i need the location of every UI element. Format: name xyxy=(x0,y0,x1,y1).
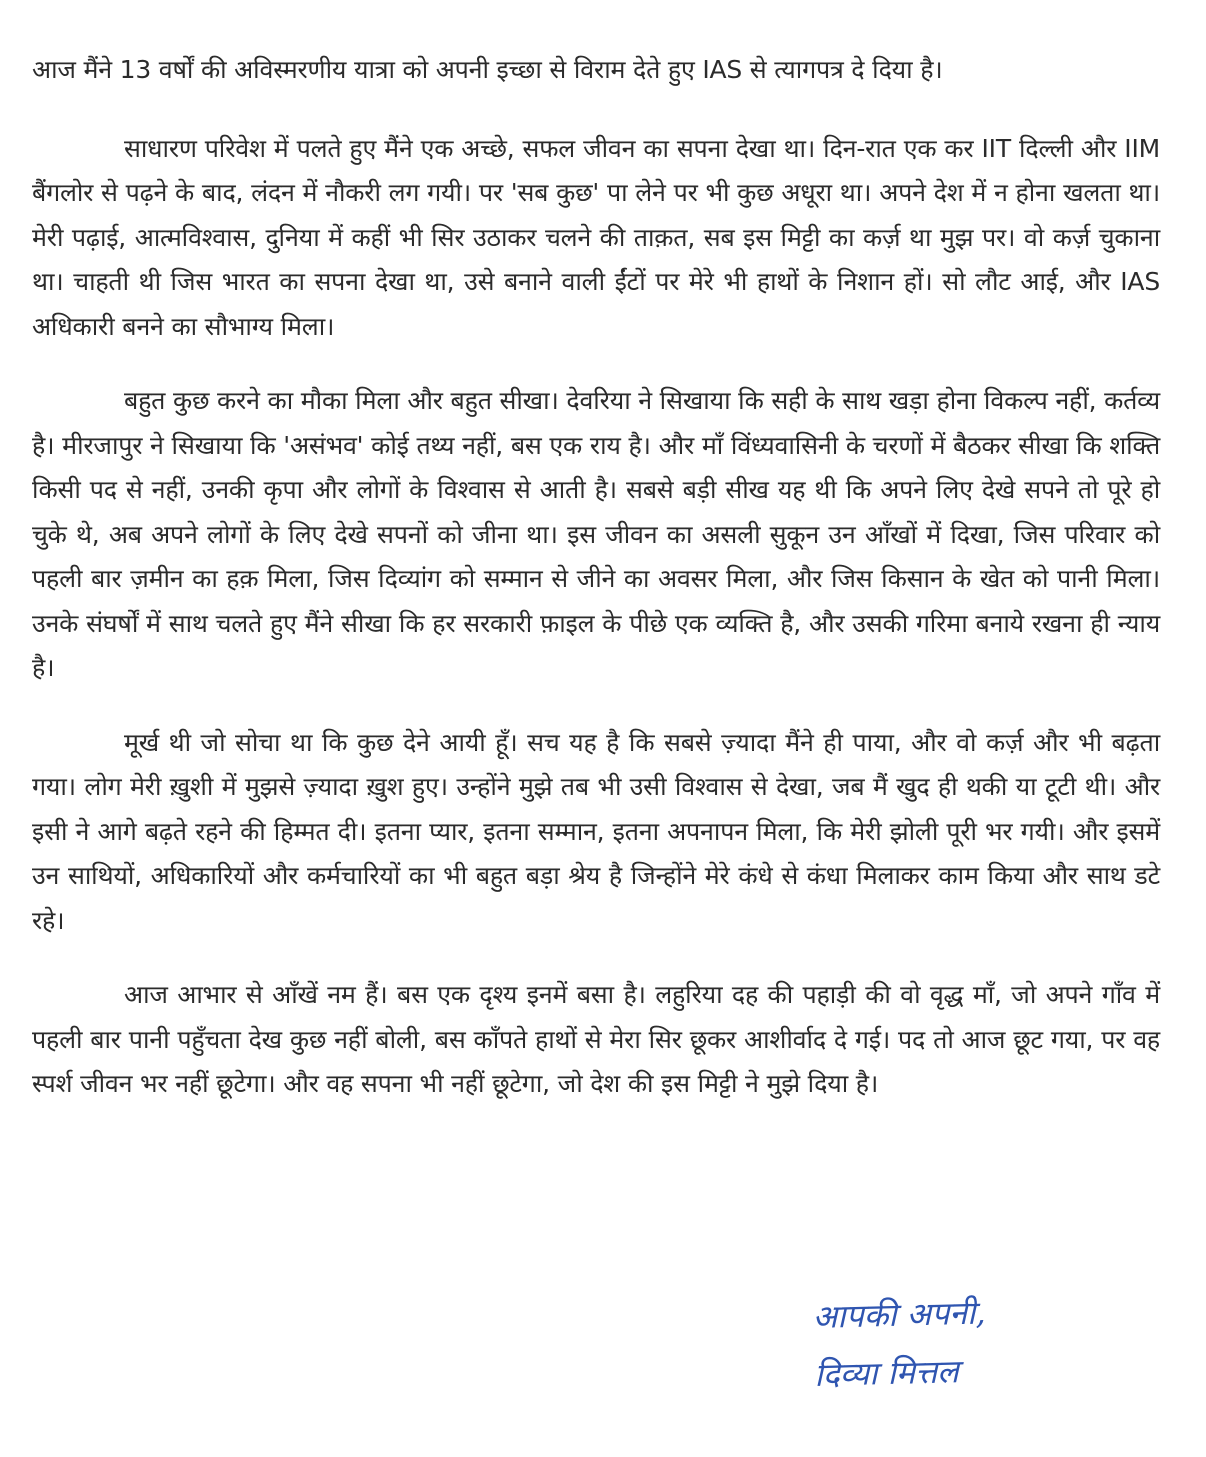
letter-paragraph-1: आज मैंने 13 वर्षों की अविस्मरणीय यात्रा को अपनी इच्छा से विराम देते हुए IAS से त्यागपत्र दे दिया है। xyxy=(32,55,943,84)
letter-paragraph-4: मूर्ख थी जो सोचा था कि कुछ देने आयी हूँ। सच यह है कि सबसे ज़्यादा मैंने ही पाया, और वो कर्ज़ और भी बढ़ता गया। लोग मेरी ख़ुशी में मुझसे ज़्यादा ख़ुश हुए। उन्होंने मुझे तब भी उसी विश्वास से देखा, जब मैं खुद ही थकी या टूटी थी। और इसी ने आगे बढ़ते रहने की हिम्मत दी। इतना प्यार, इतना सम्मान, इतना अपनापन मिला, कि मेरी झोली पूरी भर गयी। और इसमें उन साथियों, अधिकारियों और कर्मचारियों का भी बहुत बड़ा श्रेय है जिन्होंने मेरे कंधे से कंधा मिलाकर काम किया और साथ डटे रहे। xyxy=(32,727,1160,935)
letter-paragraph-3: बहुत कुछ करने का मौका मिला और बहुत सीखा। देवरिया ने सिखाया कि सही के साथ खड़ा होना विकल्प नहीं, कर्तव्य है। मीरजापुर ने सिखाया कि 'असंभव' कोई तथ्य नहीं, बस एक राय है। और माँ विंध्यवासिनी के चरणों में बैठकर सीखा कि शक्ति किसी पद से नहीं, उनकी कृपा और लोगों के विश्वास से आती है। सबसे बड़ी सीख यह थी कि अपने लिए देखे सपने तो पूरे हो चुके थे, अब अपने लोगों के लिए देखे सपनों को जीना था। इस जीवन का असली सुकून उन आँखों में दिखा, जिस परिवार को पहली बार ज़मीन का हक़ मिला, जिस दिव्यांग को सम्मान से जीने का अवसर मिला, और जिस किसान के खेत को पानी मिला। उनके संघर्षों में साथ चलते हुए मैंने सीखा कि हर सरकारी फ़ाइल के पीछे एक व्यक्ति है, और उसकी गरिमा बनाये रखना ही न्याय है। xyxy=(32,386,1160,682)
letter-paragraph-2: साधारण परिवेश में पलते हुए मैंने एक अच्छे, सफल जीवन का सपना देखा था। दिन-रात एक कर IIT दिल्ली और IIM बैंगलोर से पढ़ने के बाद, लंदन में नौकरी लग गयी। पर 'सब कुछ' पा लेने पर भी कुछ अधूरा था। अपने देश में न होना खलता था। मेरी पढ़ाई, आत्मविश्वास, दुनिया में कहीं भी सिर उठाकर चलने की ताक़त, सब इस मिट्टी का कर्ज़ था मुझ पर। वो कर्ज़ चुकाना था। चाहती थी जिस भारत का सपना देखा था, उसे बनाने वाली ईंटों पर मेरे भी हाथों के निशान हों। सो लौट आई, और IAS अधिकारी बनने का सौभाग्य मिला। xyxy=(32,133,1160,341)
letter-body xyxy=(32,48,1160,1137)
signature-closing: आपकी अपनी, xyxy=(812,1293,986,1336)
letter-paragraph-5: आज आभार से आँखें नम हैं। बस एक दृश्य इनमें बसा है। लहुरिया दह की पहाड़ी की वो वृद्ध माँ, जो अपने गाँव में पहली बार पानी पहुँचता देख कुछ नहीं बोली, बस काँपते हाथों से मेरा सिर छूकर आशीर्वाद दे गई। पद तो आज छूट गया, पर वह स्पर्श जीवन भर नहीं छूटेगा। और वह सपना भी नहीं छूटेगा, जो देश की इस मिट्टी ने मुझे दिया है। xyxy=(32,980,1160,1098)
handwritten-signature xyxy=(812,1279,1155,1404)
signature-name: दिव्या मित्तल xyxy=(813,1352,960,1394)
